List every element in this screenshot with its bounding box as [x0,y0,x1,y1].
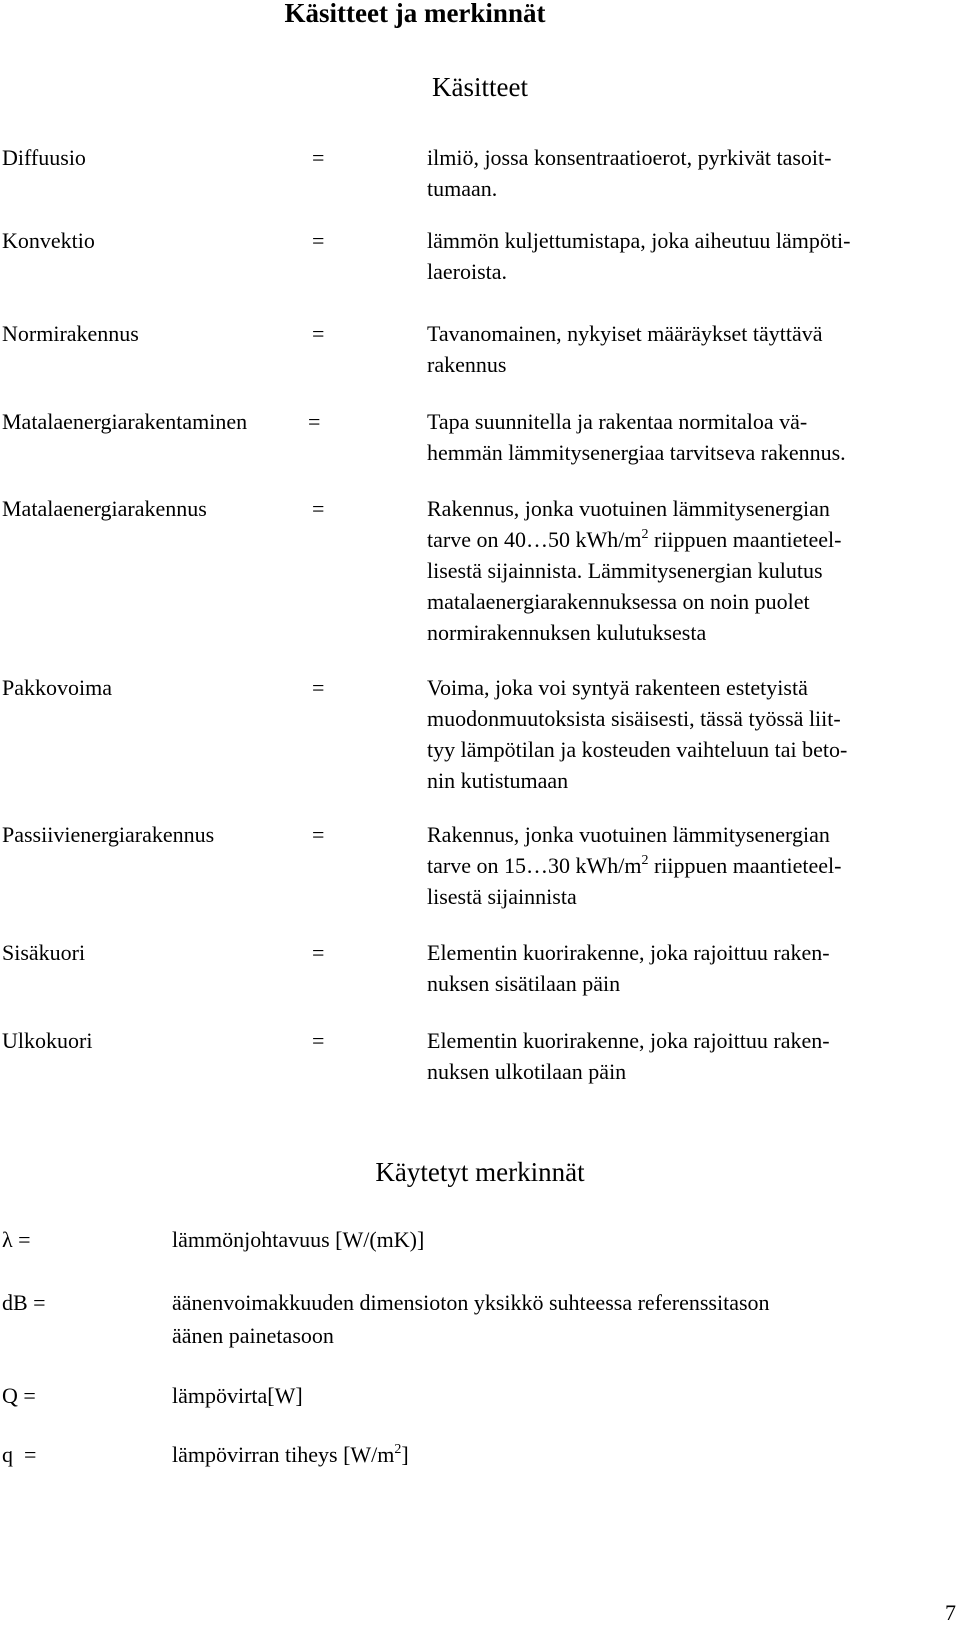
definition-konvektio: lämmön kuljettumistapa, joka aiheutuu lämpöti- laeroista. [427,228,851,284]
definition-pakkovoima: Voima, joka voi syntyä rakenteen estetyistä muodonmuutoksista sisäisesti, tässä työssä liit- tyy lämpötilan ja kosteuden vaihteluun tai beto- nin kutistumaan [427,675,848,793]
equals-sign: = [312,675,325,700]
symbol-q-lower: q = [2,1442,37,1467]
equals-sign: = [312,940,325,965]
equals-sign: = [312,228,325,253]
definition-matalaenergiarakentaminen: Tapa suunnitella ja rakentaa normitaloa vä- hemmän lämmitysenergiaa tarvitseva rakennus. [427,409,846,465]
definition-passiivienergiarakennus: Rakennus, jonka vuotuinen lämmitysenergian tarve on 15…30 kWh/$m^2$ riippuen maantieteel- lisestä sijainnista [427,822,842,909]
equals-sign: = [312,145,325,170]
symbol-db: dB = [2,1290,46,1315]
symbols-heading: Käytetyt merkinnät [375,1157,585,1187]
term-matalaenergiarakentaminen: Matalaenergiarakentaminen [2,409,248,434]
superscript: 2 [641,527,649,542]
equals-sign: = [312,321,325,346]
term-matalaenergiarakennus: Matalaenergiarakennus [2,496,207,521]
term-pakkovoima: Pakkovoima [2,675,112,700]
definition-diffuusio: ilmiö, jossa konsentraatioerot, pyrkivät tasoit- tumaan. [427,145,832,201]
term-konvektio: Konvektio [2,228,95,253]
superscript: 2 [641,853,649,868]
concepts-heading: Käsitteet [432,72,528,102]
definition-ulkokuori: Elementin kuorirakenne, joka rajoittuu raken- nuksen ulkotilaan päin [427,1028,830,1084]
equals-sign: = [312,496,325,521]
term-diffuusio: Diffuusio [2,145,86,170]
definition-sisakuori: Elementin kuorirakenne, joka rajoittuu raken- nuksen sisätilaan päin [427,940,830,996]
definition-matalaenergiarakennus: Rakennus, jonka vuotuinen lämmitysenergian tarve on 40…50 kWh/$m^2$ riippuen maantieteel- lisestä sijainnista. Lämmitysenergian kulutus matalaenergiarakennuksessa on noin puolet normirakennuksen kulutuksesta [427,496,842,645]
equals-sign: = [312,1028,325,1053]
term-passiivienergiarakennus: Passiivienergiarakennus [2,822,215,847]
page-title: Käsitteet ja merkinnät [284,0,546,28]
term-ulkokuori: Ulkokuori [2,1028,93,1053]
equals-sign: = [312,822,325,847]
symbol-lambda: λ = [2,1227,31,1252]
page-number: 7 [945,1600,956,1625]
equals-sign: = [308,409,321,434]
symbol-definition-q-upper: lämpövirta[W] [172,1383,303,1408]
symbol-definition-lambda: lämmönjohtavuus [W/(mK)] [172,1227,425,1252]
superscript: 2 [394,1442,402,1457]
symbol-definition-q-lower: lämpövirran tiheys $[W/m^2]$ [172,1442,409,1467]
symbol-q-upper: Q = [2,1383,36,1408]
term-sisakuori: Sisäkuori [2,940,86,965]
symbol-definition-db: äänenvoimakkuuden dimensioton yksikkö suhteessa referenssitason äänen painetasoon [172,1290,770,1348]
term-normirakennus: Normirakennus [2,321,139,346]
definition-normirakennus: Tavanomainen, nykyiset määräykset täyttävä rakennus [427,321,823,377]
